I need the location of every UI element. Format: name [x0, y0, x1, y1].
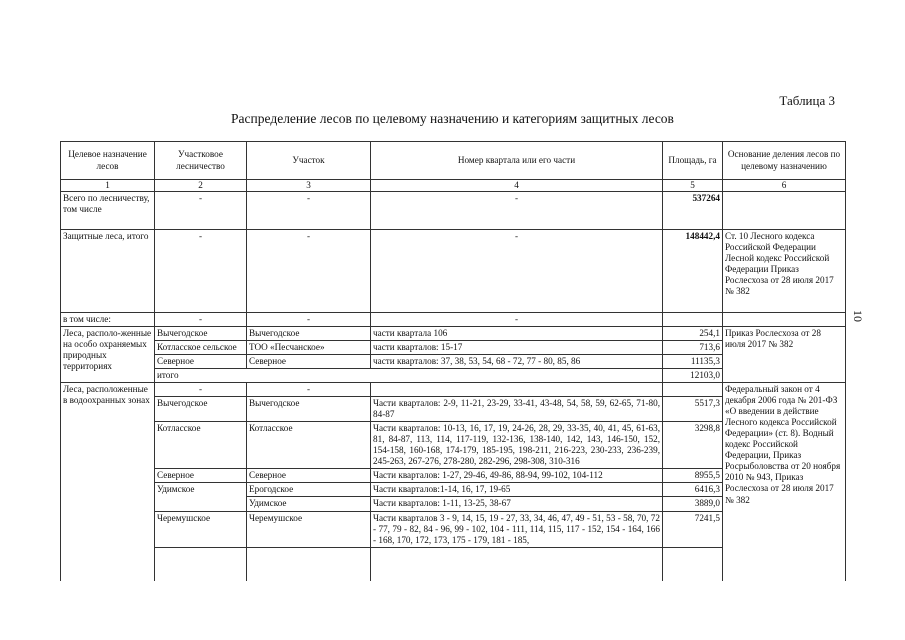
cell-forestry: Вычегодское — [155, 327, 247, 341]
cell-basis: Приказ Рослесхоза от 28 июля 2017 № 382 — [723, 327, 846, 383]
cell-purpose: Защитные леса, итого — [61, 230, 155, 313]
cell-dash: - — [371, 313, 663, 327]
cell-dash: - — [155, 383, 247, 397]
cell-forestry: Котласское — [155, 422, 247, 469]
header-basis: Основание деления лесов по целевому назначению — [723, 142, 846, 180]
cell-quarters: Части кварталов: 1-27, 29-46, 49-86, 88-94, 99-102, 104-112 — [371, 469, 663, 483]
cell-area: 254,1 — [663, 327, 723, 341]
cell-purpose: Всего по лесничеству, том числе — [61, 192, 155, 230]
cell-basis: Ст. 10 Лесного кодекса Российской Федерации Лесной кодекс Российской Федерации Приказ Рослесхоза от 28 июля 2017 № 382 — [723, 230, 846, 313]
cell-quarters: Части кварталов: 1-11, 13-25, 38-67 — [371, 497, 663, 511]
cell-dash: - — [371, 192, 663, 230]
cell-dash: - — [371, 230, 663, 313]
table-row-protective — [61, 230, 846, 313]
cell-forestry: Северное — [155, 469, 247, 483]
cell-area: 5517,3 — [663, 397, 723, 422]
cell-quarters: части квартала 106 — [371, 327, 663, 341]
cell-quarters: части кварталов: 37, 38, 53, 54, 68 - 72, 77 - 80, 85, 86 — [371, 355, 663, 369]
cell-area: 148442,4 — [663, 230, 723, 313]
cell-site: Черемушское — [247, 511, 371, 547]
cell-area: 537264 — [663, 192, 723, 230]
cell-forestry: Вычегодское — [155, 397, 247, 422]
cell-dash: - — [247, 383, 371, 397]
cell-site: Вычегодское — [247, 397, 371, 422]
cell-site: ТОО «Песчанское» — [247, 341, 371, 355]
document-title: Распределение лесов по целевому назначению и категориям защитных лесов — [231, 111, 674, 126]
cell-dash: - — [247, 230, 371, 313]
cell-dash: - — [155, 313, 247, 327]
cell-area: 6416,3 — [663, 483, 723, 497]
column-number: 3 — [247, 180, 371, 192]
table-row — [61, 383, 846, 397]
cell-dash: - — [155, 192, 247, 230]
cell-dash: - — [247, 313, 371, 327]
column-number: 2 — [155, 180, 247, 192]
cell-area: 713,6 — [663, 341, 723, 355]
cell-site: Северное — [247, 469, 371, 483]
cell-area — [663, 313, 723, 327]
cell-site: Удимское — [247, 497, 371, 511]
table-label: Таблица 3 — [779, 93, 835, 108]
page-bottom-margin — [0, 581, 905, 640]
header-row — [61, 142, 846, 180]
cell-quarters: Части кварталов: 2-9, 11-21, 23-29, 33-41, 43-48, 54, 58, 59, 62-65, 71-80, 84-87 — [371, 397, 663, 422]
cell-quarters: Части кварталов 3 - 9, 14, 15, 19 - 27, 33, 34, 46, 47, 49 - 51, 53 - 58, 70, 72 - 77, 79 - 82, 84 - 96, 99 - 102, 104 - 111, 114, 115, 117 - 152, 154 - 164, 166 - 168, 170, 172, 173, 175 - 179, 181 - 185, — [371, 511, 663, 547]
column-number: 5 — [663, 180, 723, 192]
table-row-including — [61, 313, 846, 327]
column-number: 1 — [61, 180, 155, 192]
cell-dash: - — [247, 192, 371, 230]
cell-forestry: Черемушское — [155, 511, 247, 547]
column-number: 4 — [371, 180, 663, 192]
cell-purpose: Леса, располо-женные на особо охраняемых природных территориях — [61, 327, 155, 383]
cell-basis — [723, 313, 846, 327]
page-number: 10 — [851, 310, 865, 322]
cell-quarters — [371, 383, 663, 397]
cell-site: Ерогодское — [247, 483, 371, 497]
column-number-row — [61, 180, 846, 192]
table-row — [61, 327, 846, 341]
column-number: 6 — [723, 180, 846, 192]
cell-forestry: Котласское сельское — [155, 341, 247, 355]
cell-purpose: Леса, расположенные в водоохранных зонах — [61, 383, 155, 587]
cell-quarters: Части кварталов: 10-13, 16, 17, 19, 24-26, 28, 29, 33-35, 40, 41, 45, 61-63, 81, 84-87, 113, 114, 117-119, 132-136, 138-140, 142, 143, 146-150, 152, 154-158, 160-168, 174-179, 185-195, 198-211, 216-223, 230-233, 236-239, 245-263, 267-276, 278-280, 282-296, 298-308, 310-316 — [371, 422, 663, 469]
cell-site: Северное — [247, 355, 371, 369]
cell-area: 12103,0 — [663, 369, 723, 383]
header-purpose: Целевое назначение лесов — [61, 142, 155, 180]
table-row-total — [61, 192, 846, 230]
cell-area: 7241,5 — [663, 511, 723, 547]
cell-quarters: части кварталов: 15-17 — [371, 341, 663, 355]
forest-distribution-table — [60, 141, 846, 588]
cell-site: Вычегодское — [247, 327, 371, 341]
cell-purpose: в том числе: — [61, 313, 155, 327]
cell-basis — [723, 192, 846, 230]
cell-area: 11135,3 — [663, 355, 723, 369]
header-quarters: Номер квартала или его части — [371, 142, 663, 180]
header-area: Площадь, га — [663, 142, 723, 180]
cell-area: 3298,8 — [663, 422, 723, 469]
cell-area: 3889,0 — [663, 497, 723, 511]
cell-quarters: Части кварталов:1-14, 16, 17, 19-65 — [371, 483, 663, 497]
cell-site: Котласское — [247, 422, 371, 469]
cell-dash: - — [155, 230, 247, 313]
cell-area — [663, 383, 723, 397]
cell-forestry: Северное — [155, 355, 247, 369]
cell-subtotal-label: итого — [155, 369, 663, 383]
header-site: Участок — [247, 142, 371, 180]
cell-area: 8955,5 — [663, 469, 723, 483]
cell-forestry: Удимское — [155, 483, 247, 511]
cell-basis: Федеральный закон от 4 декабря 2006 года № 201-ФЗ «О введении в действие Лесного кодекса Российской Федерации» (ст. 8). Водный кодекс Российской Федерации, Приказ Росрыболовства от 20 ноября 2010 № 943, Приказ Рослесхоза от 28 июля 2017 № 382 — [723, 383, 846, 587]
header-forestry: Участковое лесничество — [155, 142, 247, 180]
